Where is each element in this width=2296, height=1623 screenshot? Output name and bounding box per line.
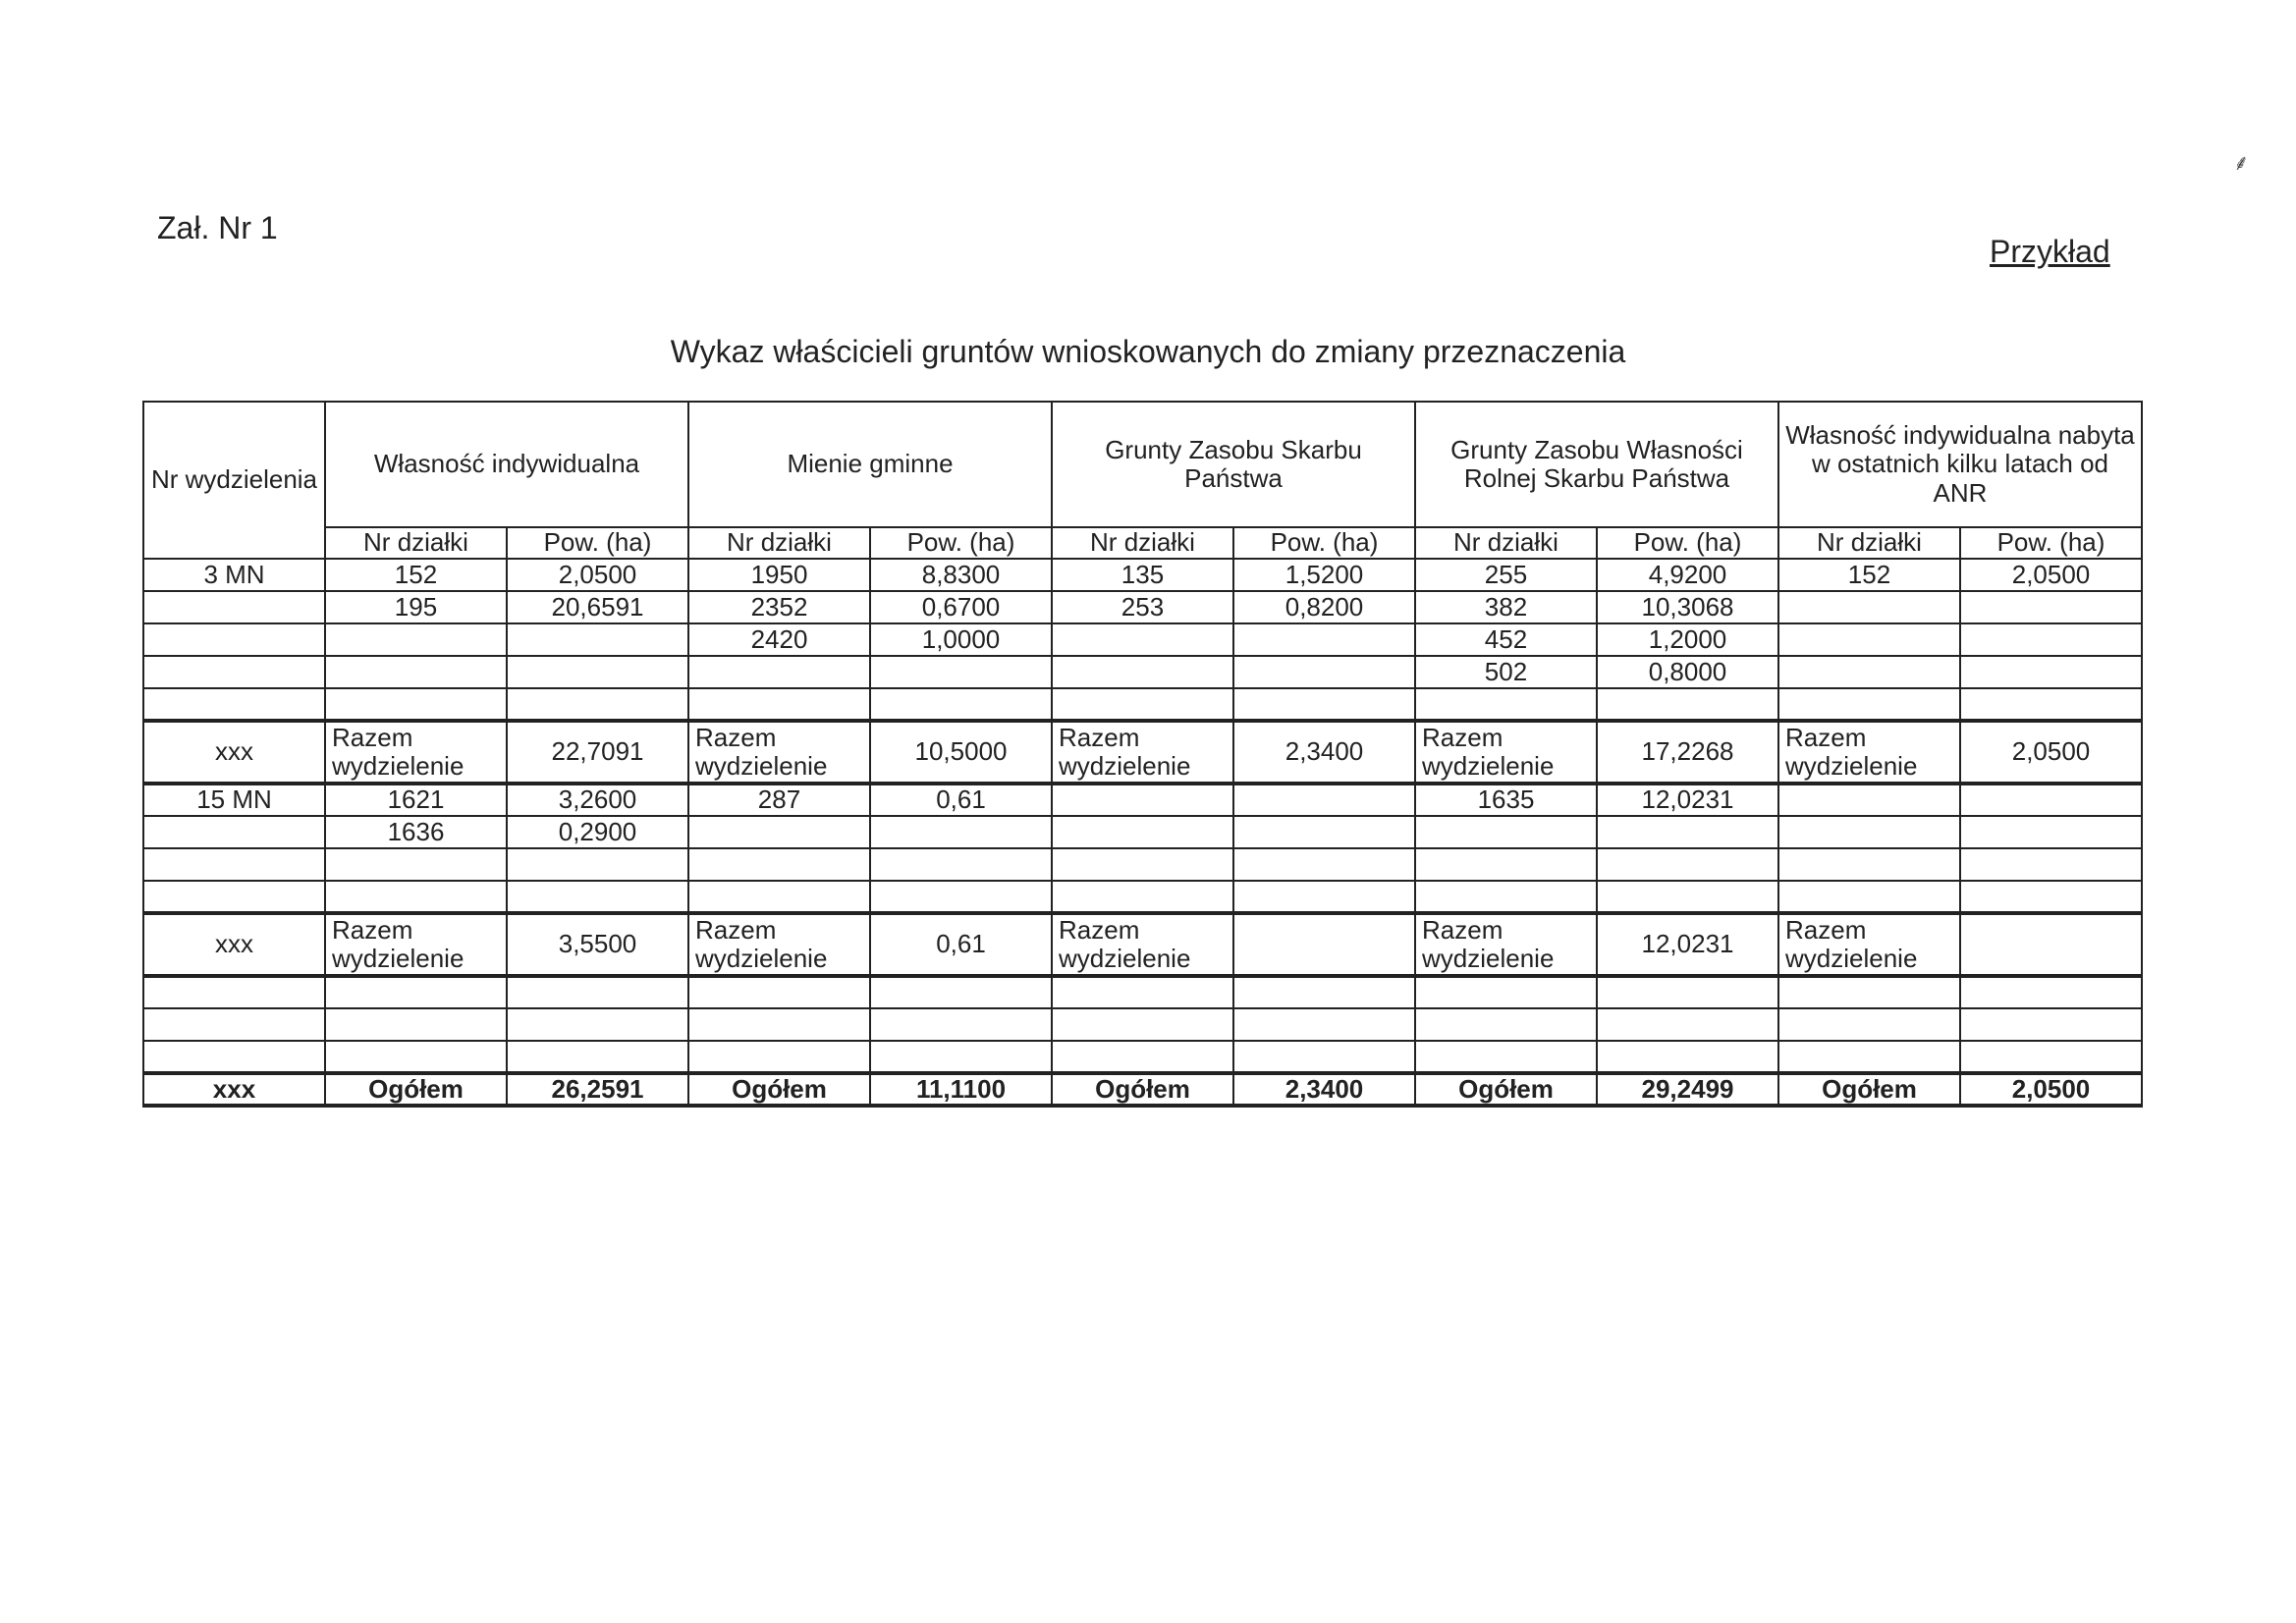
area-cell [1597,976,1778,1008]
nr-wydzielenia-cell: xxx [143,1073,325,1106]
parcel-cell: 195 [325,591,507,623]
document-title: Wykaz właścicieli gruntów wnioskowanych do zmiany przeznaczenia [670,334,1626,369]
owners-table [142,401,2143,1108]
area-cell [1960,1041,2142,1073]
area-cell: 1,0000 [870,623,1052,656]
parcel-cell [1415,688,1597,721]
parcel-cell: 2352 [688,591,870,623]
area-cell [507,688,688,721]
parcel-cell [1778,688,1960,721]
group-header: Własność indywidualna nabyta w ostatnich kilku latach od ANR [1778,402,2142,527]
table-row [143,1041,2142,1073]
parcel-cell: Razem wydzielenie [1052,721,1233,784]
area-cell [507,1041,688,1073]
parcel-cell: Ogółem [325,1073,507,1106]
area-cell [870,688,1052,721]
sub-header-parcel: Nr działki [325,527,507,559]
subtotal-row [143,721,2142,784]
area-cell [507,656,688,688]
group-header: Grunty Zasobu Własności Rolnej Skarbu Państwa [1415,402,1778,527]
col-nr-header: Nr wydzielenia [143,402,325,559]
parcel-cell [1052,1041,1233,1073]
parcel-cell [1778,1041,1960,1073]
stray-mark-icon: ⸙ [2233,150,2250,175]
parcel-cell [688,848,870,881]
area-cell: 12,0231 [1597,913,1778,976]
parcel-cell [1415,881,1597,913]
area-cell [507,881,688,913]
area-cell: 10,5000 [870,721,1052,784]
parcel-cell: 253 [1052,591,1233,623]
parcel-cell: Razem wydzielenie [1778,913,1960,976]
area-cell [870,848,1052,881]
parcel-cell [1778,784,1960,816]
area-cell [1597,816,1778,848]
nr-wydzielenia-cell [143,1008,325,1041]
parcel-cell [1778,1008,1960,1041]
parcel-cell [1778,848,1960,881]
group-header: Mienie gminne [688,402,1052,527]
parcel-cell: Ogółem [1778,1073,1960,1106]
parcel-cell: Razem wydzielenie [1415,913,1597,976]
parcel-cell [1415,976,1597,1008]
table-row [143,591,2142,623]
sub-header-parcel: Nr działki [1415,527,1597,559]
area-cell: 29,2499 [1597,1073,1778,1106]
area-cell: 10,3068 [1597,591,1778,623]
area-cell [1960,848,2142,881]
area-cell [1960,913,2142,976]
parcel-cell: 502 [1415,656,1597,688]
parcel-cell [1052,848,1233,881]
parcel-cell [1415,1008,1597,1041]
area-cell: 0,8000 [1597,656,1778,688]
area-cell: 4,9200 [1597,559,1778,591]
parcel-cell [1052,656,1233,688]
area-cell [1233,913,1415,976]
parcel-cell: 287 [688,784,870,816]
parcel-cell [688,976,870,1008]
area-cell [1597,848,1778,881]
nr-wydzielenia-cell [143,623,325,656]
parcel-cell [1778,656,1960,688]
parcel-cell [325,881,507,913]
parcel-cell: 152 [1778,559,1960,591]
parcel-cell [688,881,870,913]
area-cell [1233,656,1415,688]
parcel-cell [1052,816,1233,848]
table-row [143,784,2142,816]
area-cell: 2,0500 [1960,1073,2142,1106]
area-cell [1233,1008,1415,1041]
parcel-cell [1052,688,1233,721]
table-row [143,623,2142,656]
parcel-cell: 152 [325,559,507,591]
area-cell [1960,656,2142,688]
parcel-cell [325,688,507,721]
parcel-cell: Razem wydzielenie [1415,721,1597,784]
nr-wydzielenia-cell [143,688,325,721]
example-label: Przykład [1990,234,2110,269]
parcel-cell: Razem wydzielenie [688,721,870,784]
parcel-cell: 135 [1052,559,1233,591]
area-cell: 17,2268 [1597,721,1778,784]
area-cell [870,1008,1052,1041]
parcel-cell [1052,881,1233,913]
area-cell [507,848,688,881]
sub-header-parcel: Nr działki [688,527,870,559]
area-cell [1597,1008,1778,1041]
area-cell: 2,0500 [1960,559,2142,591]
area-cell [1233,881,1415,913]
nr-wydzielenia-cell [143,976,325,1008]
area-cell [870,816,1052,848]
area-cell: 2,0500 [1960,721,2142,784]
parcel-cell [325,656,507,688]
area-cell: 11,1100 [870,1073,1052,1106]
table-row [143,976,2142,1008]
area-cell [1960,1008,2142,1041]
nr-wydzielenia-cell: 3 MN [143,559,325,591]
parcel-cell [1778,591,1960,623]
parcel-cell: 1621 [325,784,507,816]
area-cell [870,656,1052,688]
group-header: Własność indywidualna [325,402,688,527]
area-cell [1233,816,1415,848]
table-row [143,848,2142,881]
area-cell: 0,2900 [507,816,688,848]
area-cell [1960,881,2142,913]
area-cell: 12,0231 [1597,784,1778,816]
area-cell: 0,61 [870,784,1052,816]
parcel-cell [688,816,870,848]
nr-wydzielenia-cell [143,848,325,881]
sub-header-area: Pow. (ha) [507,527,688,559]
area-cell [870,976,1052,1008]
owners-table-body [143,402,2142,1106]
nr-wydzielenia-cell [143,656,325,688]
parcel-cell [688,1008,870,1041]
nr-wydzielenia-cell: xxx [143,913,325,976]
nr-wydzielenia-cell [143,591,325,623]
area-cell: 3,2600 [507,784,688,816]
parcel-cell [1415,848,1597,881]
area-cell: 3,5500 [507,913,688,976]
parcel-cell [1415,816,1597,848]
parcel-cell: 1635 [1415,784,1597,816]
parcel-cell: 1636 [325,816,507,848]
parcel-cell: 1950 [688,559,870,591]
parcel-cell [1778,816,1960,848]
area-cell: 2,3400 [1233,721,1415,784]
table-row [143,656,2142,688]
header-row-groups [143,402,2142,527]
area-cell [1960,816,2142,848]
nr-wydzielenia-cell: xxx [143,721,325,784]
parcel-cell: Razem wydzielenie [325,721,507,784]
area-cell [507,976,688,1008]
area-cell: 0,61 [870,913,1052,976]
area-cell [870,1041,1052,1073]
sub-header-parcel: Nr działki [1052,527,1233,559]
parcel-cell [1778,881,1960,913]
parcel-cell: Razem wydzielenie [325,913,507,976]
area-cell [1233,976,1415,1008]
parcel-cell [1778,976,1960,1008]
area-cell [507,623,688,656]
area-cell: 20,6591 [507,591,688,623]
nr-wydzielenia-cell [143,1041,325,1073]
parcel-cell [325,623,507,656]
table-row [143,816,2142,848]
area-cell: 0,8200 [1233,591,1415,623]
area-cell: 8,8300 [870,559,1052,591]
parcel-cell: 452 [1415,623,1597,656]
parcel-cell [1778,623,1960,656]
sub-header-area: Pow. (ha) [1597,527,1778,559]
total-row [143,1073,2142,1106]
area-cell: 1,2000 [1597,623,1778,656]
sub-header-area: Pow. (ha) [1233,527,1415,559]
parcel-cell [1052,623,1233,656]
area-cell [1960,623,2142,656]
parcel-cell: 255 [1415,559,1597,591]
area-cell: 22,7091 [507,721,688,784]
area-cell [870,881,1052,913]
parcel-cell: 382 [1415,591,1597,623]
area-cell: 2,0500 [507,559,688,591]
parcel-cell: Razem wydzielenie [688,913,870,976]
area-cell [1233,623,1415,656]
area-cell [1597,688,1778,721]
nr-wydzielenia-cell [143,816,325,848]
area-cell [1597,1041,1778,1073]
table-row [143,1008,2142,1041]
parcel-cell [1052,976,1233,1008]
attachment-label: Zał. Nr 1 [157,210,278,245]
nr-wydzielenia-cell [143,881,325,913]
table-row [143,688,2142,721]
parcel-cell: 2420 [688,623,870,656]
area-cell: 26,2591 [507,1073,688,1106]
header-row-sub [143,527,2142,559]
parcel-cell [325,976,507,1008]
nr-wydzielenia-cell: 15 MN [143,784,325,816]
area-cell: 1,5200 [1233,559,1415,591]
area-cell [1233,688,1415,721]
area-cell [1960,976,2142,1008]
parcel-cell: Ogółem [688,1073,870,1106]
area-cell [1233,848,1415,881]
parcel-cell: Razem wydzielenie [1052,913,1233,976]
subtotal-row [143,913,2142,976]
table-row [143,559,2142,591]
area-cell: 2,3400 [1233,1073,1415,1106]
parcel-cell [325,848,507,881]
parcel-cell [1052,1008,1233,1041]
parcel-cell [688,656,870,688]
area-cell [507,1008,688,1041]
parcel-cell: Ogółem [1052,1073,1233,1106]
parcel-cell: Razem wydzielenie [1778,721,1960,784]
sub-header-parcel: Nr działki [1778,527,1960,559]
sub-header-area: Pow. (ha) [1960,527,2142,559]
parcel-cell [688,1041,870,1073]
area-cell [1597,881,1778,913]
area-cell [1233,1041,1415,1073]
area-cell: 0,6700 [870,591,1052,623]
area-cell [1960,688,2142,721]
sub-header-area: Pow. (ha) [870,527,1052,559]
area-cell [1233,784,1415,816]
parcel-cell [688,688,870,721]
parcel-cell [325,1041,507,1073]
parcel-cell [1415,1041,1597,1073]
area-cell [1960,784,2142,816]
parcel-cell: Ogółem [1415,1073,1597,1106]
parcel-cell [325,1008,507,1041]
table-row [143,881,2142,913]
parcel-cell [1052,784,1233,816]
area-cell [1960,591,2142,623]
group-header: Grunty Zasobu Skarbu Państwa [1052,402,1415,527]
